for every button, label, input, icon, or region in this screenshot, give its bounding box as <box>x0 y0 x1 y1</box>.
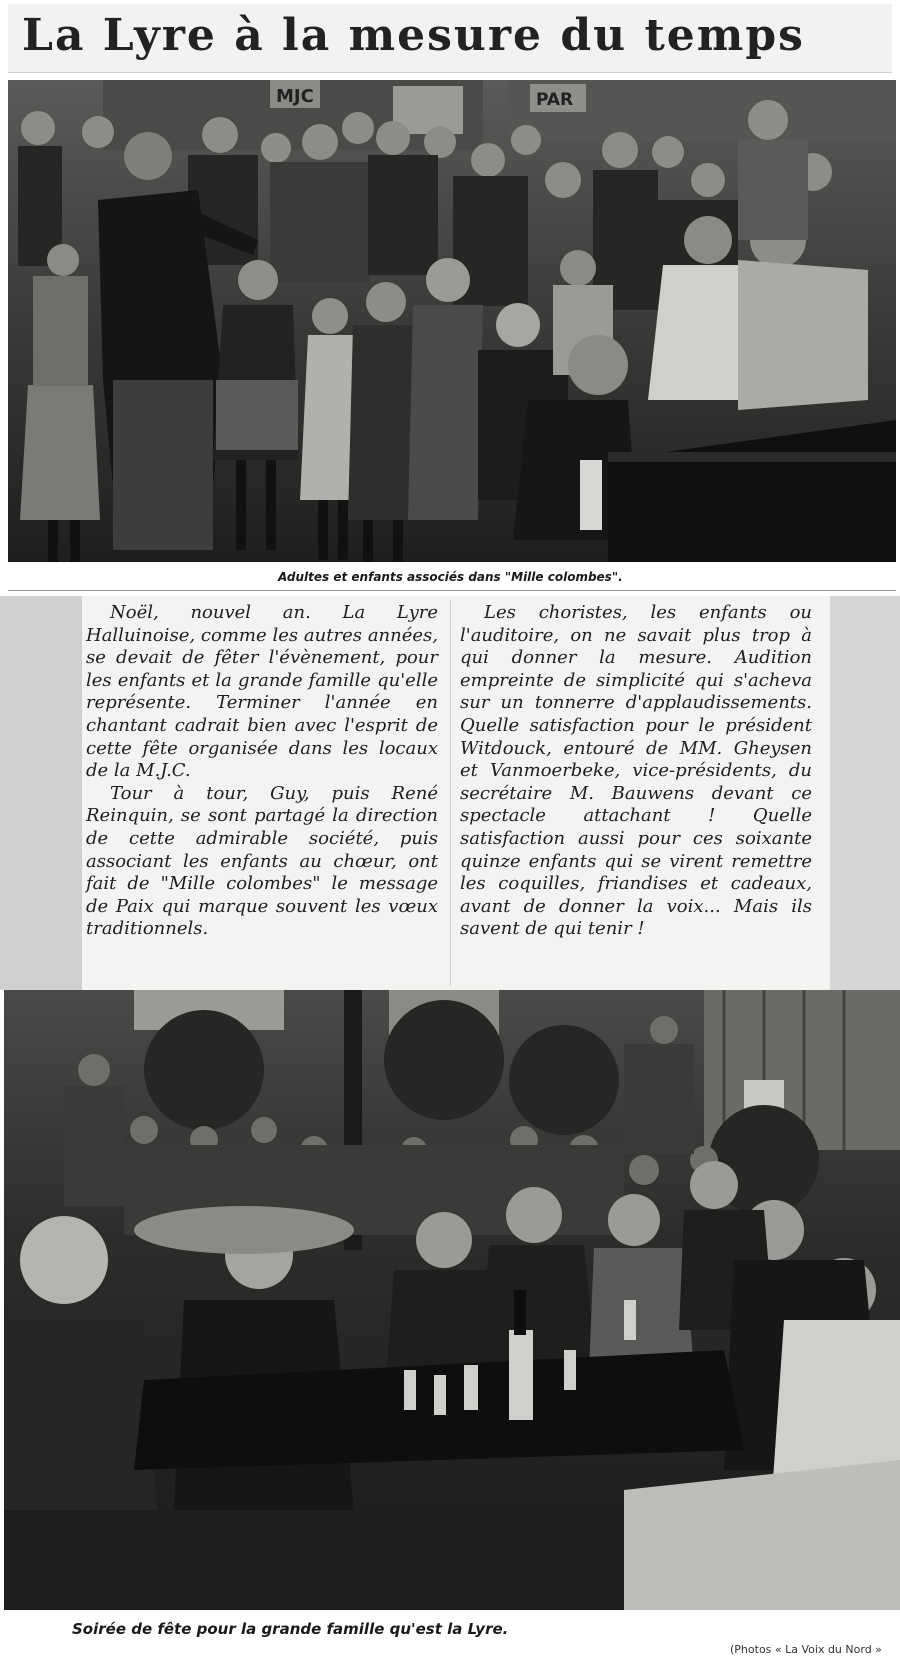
headline-banner <box>8 4 892 73</box>
photo-evening-illustration <box>4 990 900 1610</box>
article-body <box>82 596 830 990</box>
article-column-right <box>460 602 812 941</box>
paragraph: Les choristes, les enfants ou l'auditoire, on ne savait plus trop à qui donner la mesure. Audition empreinte de simplicité qui s'acheva sur un tonnerre d'applaudissements. Quelle satisfaction pour le président Witdouck, entouré de MM. Gheysen et Vanmoerbeke, vice-présidents, du secrétaire M. Bauwens devant ce spectacle attachant ! Quelle satisfaction aussi pour ces soixante quinze enfants qui se virent remettre les coquilles, friandises et cadeaux, avant de donner la voix... Mais ils savent de qui tenir ! <box>460 602 812 940</box>
headline-title: La Lyre à la mesure du temps <box>22 10 805 61</box>
sign-par: PAR <box>536 90 574 110</box>
column-divider <box>450 600 451 986</box>
caption-divider <box>8 590 896 591</box>
margin-left <box>0 596 82 990</box>
paragraph: Tour à tour, Guy, puis René Reinquin, se sont partagé la direction de cette admirable société, puis associant les enfants au chœur, ont fait de "Mille colombes" le message de Paix qui marque souvent les vœux traditionnels. <box>86 782 438 940</box>
margin-right <box>830 596 900 990</box>
caption-top-photo: Adultes et enfants associés dans "Mille colombes". <box>278 570 623 584</box>
photo-credit: (Photos « La Voix du Nord » <box>730 1643 882 1656</box>
sign-mjc: MJC <box>276 86 314 107</box>
article-column-left <box>86 602 438 941</box>
photo-choir-children <box>8 80 896 562</box>
caption-bottom-photo: Soirée de fête pour la grande famille qu'est la Lyre. <box>72 1620 509 1638</box>
photo-festive-evening <box>4 990 900 1610</box>
paragraph: Noël, nouvel an. La Lyre Halluinoise, comme les autres années, se devait de fêter l'évènement, pour les enfants et la grande famille qu'elle représente. Terminer l'année en chantant cadrait bien avec l'esprit de cette fête organisée dans les locaux de la M.J.C. <box>86 602 438 782</box>
photo-choir-illustration <box>8 80 896 562</box>
